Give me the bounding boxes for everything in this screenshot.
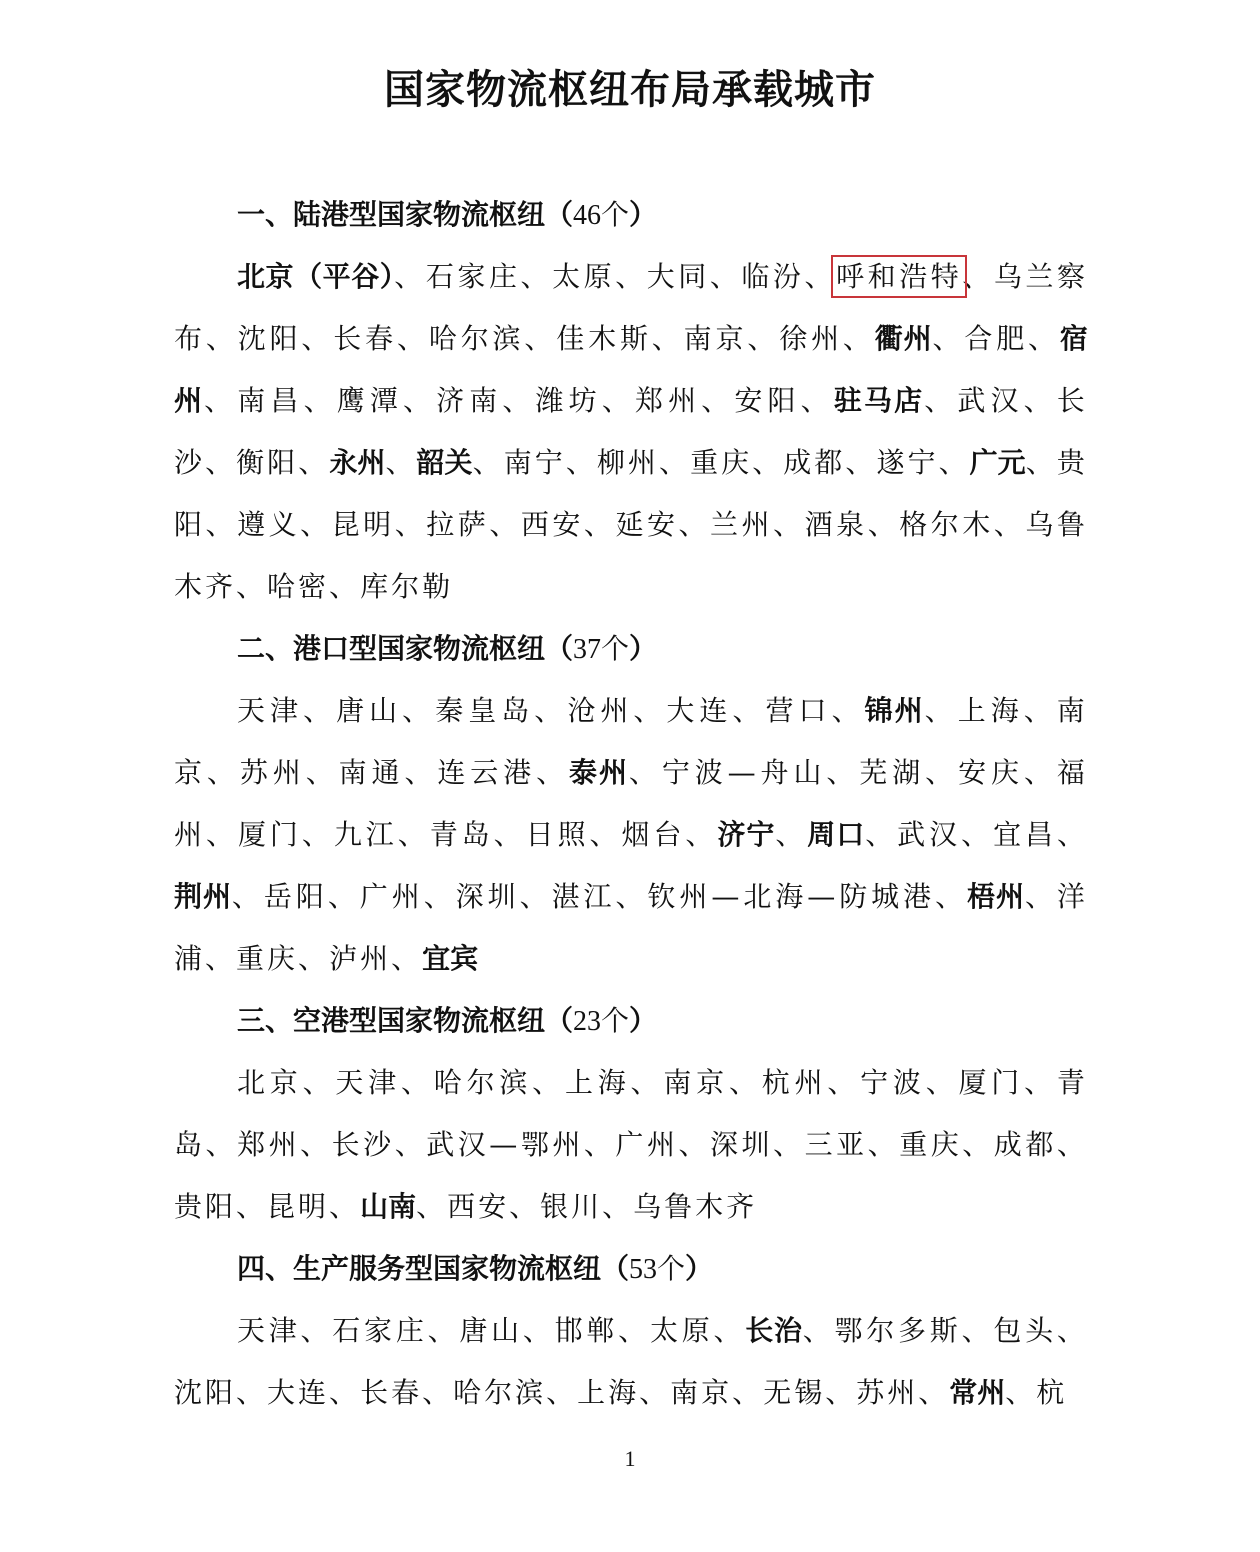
city-name: 潍坊 bbox=[535, 384, 602, 417]
city-name: 芜湖 bbox=[859, 756, 926, 789]
city-name: 长春 bbox=[333, 322, 397, 355]
section-heading-text: 三、空港型国家物流枢纽（ bbox=[237, 1004, 574, 1037]
city-name: 上海 bbox=[957, 694, 1024, 727]
city-name: 鹰潭 bbox=[336, 384, 403, 417]
list-separator: 、 bbox=[773, 508, 805, 541]
city-name: 贵阳 bbox=[174, 446, 1088, 541]
city-name: 天津 bbox=[237, 694, 304, 727]
city-name: 济宁 bbox=[717, 818, 776, 851]
city-name: 沈阳 bbox=[237, 322, 302, 355]
list-separator: 、 bbox=[396, 322, 429, 355]
list-separator: 、 bbox=[1023, 756, 1057, 789]
list-separator: 、 bbox=[303, 694, 337, 727]
city-name: 郑州 bbox=[237, 1128, 301, 1161]
city-name: 太原 bbox=[552, 260, 616, 293]
list-separator: 、 bbox=[1028, 322, 1060, 355]
list-separator: 、 bbox=[701, 384, 735, 417]
list-separator: 、 bbox=[602, 1190, 634, 1223]
city-name: 南宁 bbox=[503, 446, 566, 479]
list-separator: 、 bbox=[329, 1376, 361, 1409]
list-separator: 、 bbox=[231, 880, 264, 913]
list-separator: 、 bbox=[713, 1314, 746, 1347]
city-name: 南昌 bbox=[237, 384, 304, 417]
city-name: 包头 bbox=[993, 1314, 1057, 1347]
city-name: 鄂尔多斯 bbox=[834, 1314, 962, 1347]
city-name: 周口 bbox=[807, 818, 866, 851]
city-name: 驻马店 bbox=[833, 384, 925, 417]
city-name: 上海 bbox=[564, 1066, 631, 1099]
city-name: 格尔木 bbox=[899, 508, 994, 541]
section-heading bbox=[174, 1238, 1088, 1300]
city-name: 宜宾 bbox=[422, 942, 479, 975]
city-name: 唐山 bbox=[336, 694, 403, 727]
list-separator: 、 bbox=[728, 1066, 762, 1099]
city-name: 南通 bbox=[338, 756, 405, 789]
city-name: 秦皇岛 bbox=[435, 694, 535, 727]
city-name: 泰州 bbox=[569, 756, 629, 789]
city-name: 韶关 bbox=[416, 446, 473, 479]
city-name: 合肥 bbox=[964, 322, 1029, 355]
city-name: 沈阳 bbox=[174, 1376, 237, 1409]
section-heading-close: ） bbox=[685, 1252, 714, 1285]
section-heading-text: 一、陆港型国家物流枢纽（ bbox=[237, 198, 574, 231]
list-separator: 、 bbox=[1056, 1314, 1088, 1347]
city-list bbox=[174, 1300, 1088, 1424]
list-separator: 、 bbox=[400, 1066, 434, 1099]
city-name: 锦州 bbox=[864, 694, 925, 727]
city-name: 深圳 bbox=[455, 880, 520, 913]
list-separator: 、 bbox=[300, 1314, 333, 1347]
city-name: 南京 bbox=[683, 322, 748, 355]
document-body bbox=[174, 184, 1088, 1424]
list-separator: 、 bbox=[236, 1190, 268, 1223]
list-separator: 、 bbox=[918, 1376, 950, 1409]
list-separator: 、 bbox=[867, 1128, 900, 1161]
city-name: 厦门 bbox=[237, 818, 302, 851]
list-separator: 、 bbox=[509, 1190, 541, 1223]
city-name: 湛江 bbox=[551, 880, 616, 913]
section-heading-close: ） bbox=[629, 632, 658, 665]
list-separator: 、 bbox=[205, 508, 238, 541]
list-separator: 、 bbox=[1024, 1066, 1057, 1099]
city-name: 南京 bbox=[670, 1376, 733, 1409]
list-separator: 、 bbox=[993, 508, 1026, 541]
city-name: 重庆 bbox=[690, 446, 753, 479]
section-heading-close: ） bbox=[629, 198, 658, 231]
city-name: 银川 bbox=[540, 1190, 603, 1223]
list-separator: 、 bbox=[583, 508, 616, 541]
city-name: 永州 bbox=[329, 446, 386, 479]
list-separator: 、 bbox=[300, 1128, 332, 1161]
city-name: 北京（平谷） bbox=[237, 260, 395, 293]
list-separator: 、 bbox=[865, 818, 898, 851]
section-count: 37个 bbox=[573, 634, 630, 665]
city-name: 库尔勒 bbox=[360, 570, 454, 603]
city-name: 昆明 bbox=[331, 508, 395, 541]
city-name: 柳州 bbox=[596, 446, 659, 479]
city-name: 南京 bbox=[174, 694, 1088, 789]
list-separator: 、 bbox=[867, 508, 900, 541]
city-name: 重庆 bbox=[236, 942, 299, 975]
city-name: 石家庄 bbox=[425, 260, 521, 293]
list-separator: 、 bbox=[385, 446, 417, 479]
city-name: 钦州—北海—防城港 bbox=[647, 880, 936, 913]
city-name: 石家庄 bbox=[332, 1314, 428, 1347]
list-separator: 、 bbox=[615, 260, 647, 293]
list-separator: 、 bbox=[236, 1376, 268, 1409]
list-separator: 、 bbox=[1005, 1376, 1037, 1409]
list-separator: 、 bbox=[402, 694, 436, 727]
city-name: 武汉 bbox=[897, 818, 962, 851]
city-name: 长沙 bbox=[174, 384, 1088, 479]
list-separator: 、 bbox=[423, 880, 456, 913]
list-separator: 、 bbox=[394, 1128, 427, 1161]
list-separator: 、 bbox=[422, 1376, 454, 1409]
city-name: 西安 bbox=[520, 508, 584, 541]
section-heading-text: 二、港口型国家物流枢纽（ bbox=[237, 632, 574, 665]
city-name: 深圳 bbox=[710, 1128, 774, 1161]
city-name: 昆明 bbox=[267, 1190, 330, 1223]
city-name: 贵阳 bbox=[174, 1190, 237, 1223]
city-name: 长沙 bbox=[331, 1128, 395, 1161]
city-name: 苏州 bbox=[856, 1376, 919, 1409]
list-separator: 、 bbox=[773, 1128, 805, 1161]
list-separator: 、 bbox=[416, 1190, 448, 1223]
list-separator: 、 bbox=[301, 322, 334, 355]
city-name: 营口 bbox=[765, 694, 832, 727]
city-name-highlighted: 呼和浩特 bbox=[836, 260, 963, 293]
list-separator: 、 bbox=[502, 384, 536, 417]
list-separator: 、 bbox=[678, 1128, 711, 1161]
list-separator: 、 bbox=[825, 1376, 857, 1409]
city-name: 拉萨 bbox=[426, 508, 490, 541]
city-name: 南京 bbox=[663, 1066, 729, 1099]
city-name: 成都 bbox=[783, 446, 846, 479]
hub-section bbox=[174, 1238, 1088, 1424]
city-name: 广州 bbox=[615, 1128, 679, 1161]
section-heading bbox=[174, 618, 1088, 680]
list-separator: 、 bbox=[402, 384, 437, 417]
city-name: 厦门 bbox=[958, 1066, 1025, 1099]
city-name: 大连 bbox=[666, 694, 733, 727]
city-name: 西安 bbox=[447, 1190, 510, 1223]
city-name: 邯郸 bbox=[554, 1314, 619, 1347]
list-separator: 、 bbox=[827, 1066, 861, 1099]
list-separator: 、 bbox=[329, 1190, 361, 1223]
list-separator: 、 bbox=[583, 1128, 616, 1161]
city-name: 佳木斯 bbox=[556, 322, 652, 355]
list-separator: 、 bbox=[1024, 880, 1057, 913]
list-separator: 、 bbox=[842, 322, 875, 355]
city-name: 长治 bbox=[745, 1314, 803, 1347]
city-list bbox=[174, 246, 1088, 618]
city-name: 荆州 bbox=[174, 880, 232, 913]
city-name: 青岛 bbox=[174, 1066, 1088, 1161]
city-name: 哈尔滨 bbox=[433, 1066, 533, 1099]
list-separator: 、 bbox=[1056, 818, 1088, 851]
list-separator: 、 bbox=[394, 260, 426, 293]
city-name: 安阳 bbox=[734, 384, 801, 417]
section-count: 23个 bbox=[573, 1006, 630, 1037]
section-count: 53个 bbox=[629, 1254, 686, 1285]
city-name: 衢州 bbox=[874, 322, 933, 355]
city-name: 天津 bbox=[335, 1066, 401, 1099]
city-list bbox=[174, 1052, 1088, 1238]
list-separator: 、 bbox=[845, 446, 877, 479]
list-separator: 、 bbox=[303, 384, 337, 417]
city-name: 青岛 bbox=[429, 818, 494, 851]
list-separator: 、 bbox=[205, 446, 237, 479]
page-title: 国家物流枢纽布局承载城市 bbox=[384, 66, 876, 113]
city-name: 北京 bbox=[237, 1066, 303, 1099]
city-name: 重庆 bbox=[899, 1128, 963, 1161]
list-separator: 、 bbox=[732, 1376, 764, 1409]
city-name: 沧州 bbox=[567, 694, 634, 727]
hub-section bbox=[174, 184, 1088, 618]
list-separator: 、 bbox=[659, 446, 691, 479]
city-name: 延安 bbox=[615, 508, 679, 541]
city-name: 衡阳 bbox=[236, 446, 299, 479]
city-name: 酒泉 bbox=[804, 508, 868, 541]
list-separator: 、 bbox=[329, 570, 361, 603]
hub-section bbox=[174, 618, 1088, 990]
list-separator: 、 bbox=[493, 818, 526, 851]
city-name: 上海 bbox=[577, 1376, 640, 1409]
list-separator: 、 bbox=[1056, 1128, 1088, 1161]
city-name: 郑州 bbox=[634, 384, 702, 417]
city-name: 九江 bbox=[333, 818, 398, 851]
city-name: 常州 bbox=[949, 1376, 1006, 1409]
city-name: 哈尔滨 bbox=[453, 1376, 547, 1409]
city-name: 山南 bbox=[360, 1190, 417, 1223]
list-separator: 、 bbox=[804, 260, 837, 293]
list-separator: 、 bbox=[236, 570, 268, 603]
list-separator: 、 bbox=[397, 818, 430, 851]
city-name: 哈尔滨 bbox=[428, 322, 525, 355]
city-name: 太原 bbox=[649, 1314, 714, 1347]
list-separator: 、 bbox=[924, 694, 958, 727]
list-separator: 、 bbox=[489, 508, 521, 541]
city-name: 唐山 bbox=[459, 1314, 523, 1347]
section-heading-text: 四、生产服务型国家物流枢纽（ bbox=[237, 1252, 630, 1285]
city-name: 梧州 bbox=[967, 880, 1025, 913]
list-separator: 、 bbox=[935, 880, 968, 913]
city-name: 天津 bbox=[237, 1314, 301, 1347]
city-name: 乌兰察布 bbox=[174, 260, 1088, 355]
city-name: 大连 bbox=[267, 1376, 330, 1409]
list-separator: 、 bbox=[962, 260, 994, 293]
list-separator: 、 bbox=[1025, 446, 1057, 479]
city-name: 乌鲁木齐 bbox=[633, 1190, 758, 1223]
list-separator: 、 bbox=[618, 1314, 650, 1347]
city-name: 哈密 bbox=[267, 570, 330, 603]
list-separator: 、 bbox=[1023, 694, 1057, 727]
city-name: 三亚 bbox=[804, 1128, 868, 1161]
section-heading-close: ） bbox=[629, 1004, 658, 1037]
list-separator: 、 bbox=[305, 756, 339, 789]
city-name: 宜昌 bbox=[993, 818, 1057, 851]
list-separator: 、 bbox=[678, 508, 711, 541]
list-separator: 、 bbox=[961, 818, 994, 851]
list-separator: 、 bbox=[519, 880, 552, 913]
city-name: 宿州 bbox=[174, 322, 1088, 417]
city-name: 兰州 bbox=[710, 508, 774, 541]
list-separator: 、 bbox=[633, 694, 667, 727]
city-name: 遵义 bbox=[237, 508, 301, 541]
list-separator: 、 bbox=[205, 1128, 238, 1161]
list-separator: 、 bbox=[391, 942, 423, 975]
list-separator: 、 bbox=[300, 508, 332, 541]
city-name: 宁波 bbox=[860, 1066, 926, 1099]
list-separator: 、 bbox=[747, 322, 780, 355]
city-name: 烟台 bbox=[621, 818, 686, 851]
list-separator: 、 bbox=[404, 756, 438, 789]
list-separator: 、 bbox=[752, 446, 784, 479]
list-separator: 、 bbox=[546, 1376, 578, 1409]
list-separator: 、 bbox=[301, 818, 334, 851]
list-separator: 、 bbox=[924, 384, 958, 417]
list-separator: 、 bbox=[1023, 384, 1057, 417]
list-separator: 、 bbox=[628, 756, 662, 789]
list-separator: 、 bbox=[932, 322, 965, 355]
list-separator: 、 bbox=[472, 446, 504, 479]
list-separator: 、 bbox=[522, 1314, 555, 1347]
list-separator: 、 bbox=[775, 818, 808, 851]
city-name: 遂宁 bbox=[876, 446, 939, 479]
city-name: 武汉—鄂州 bbox=[426, 1128, 584, 1161]
city-name: 宁波—舟山 bbox=[661, 756, 827, 789]
city-name: 临汾 bbox=[741, 260, 805, 293]
city-name: 安庆 bbox=[958, 756, 1024, 789]
list-separator: 、 bbox=[831, 694, 865, 727]
city-name: 洋浦 bbox=[174, 880, 1088, 975]
list-separator: 、 bbox=[394, 508, 427, 541]
list-separator: 、 bbox=[534, 694, 568, 727]
list-separator: 、 bbox=[298, 446, 330, 479]
list-separator: 、 bbox=[205, 818, 238, 851]
list-separator: 、 bbox=[532, 1066, 565, 1099]
city-name: 武汉 bbox=[957, 384, 1024, 417]
list-separator: 、 bbox=[302, 1066, 336, 1099]
list-separator: 、 bbox=[589, 818, 622, 851]
list-separator: 、 bbox=[601, 384, 635, 417]
list-separator: 、 bbox=[925, 756, 959, 789]
list-separator: 、 bbox=[524, 322, 557, 355]
section-heading bbox=[174, 184, 1088, 246]
city-name: 无锡 bbox=[763, 1376, 826, 1409]
city-list bbox=[174, 680, 1088, 990]
city-name: 日照 bbox=[525, 818, 590, 851]
list-separator: 、 bbox=[615, 880, 648, 913]
section-heading bbox=[174, 990, 1088, 1052]
city-name: 福州 bbox=[174, 756, 1088, 851]
city-name: 成都 bbox=[993, 1128, 1057, 1161]
list-separator: 、 bbox=[685, 818, 718, 851]
hub-section bbox=[174, 990, 1088, 1238]
city-name: 徐州 bbox=[779, 322, 843, 355]
city-name: 苏州 bbox=[239, 756, 306, 789]
list-separator: 、 bbox=[327, 880, 360, 913]
city-name: 泸州 bbox=[329, 942, 392, 975]
city-name: 连云港 bbox=[437, 756, 537, 789]
page-number: 1 bbox=[624, 1446, 636, 1471]
list-separator: 、 bbox=[630, 1066, 664, 1099]
list-separator: 、 bbox=[938, 446, 970, 479]
city-name: 乌鲁木齐 bbox=[174, 508, 1088, 603]
list-separator: 、 bbox=[205, 942, 237, 975]
list-separator: 、 bbox=[732, 694, 766, 727]
list-separator: 、 bbox=[205, 322, 238, 355]
city-name: 长春 bbox=[360, 1376, 423, 1409]
list-separator: 、 bbox=[427, 1314, 460, 1347]
list-separator: 、 bbox=[962, 1128, 994, 1161]
list-separator: 、 bbox=[651, 322, 684, 355]
list-separator: 、 bbox=[800, 384, 834, 417]
list-separator: 、 bbox=[298, 942, 330, 975]
list-separator: 、 bbox=[204, 384, 238, 417]
city-name: 杭州 bbox=[761, 1066, 828, 1099]
list-separator: 、 bbox=[520, 260, 553, 293]
list-separator: 、 bbox=[826, 756, 860, 789]
city-name: 杭 bbox=[1036, 1376, 1068, 1409]
city-name: 大同 bbox=[646, 260, 710, 293]
city-name: 广元 bbox=[969, 446, 1026, 479]
list-separator: 、 bbox=[206, 756, 240, 789]
city-name: 岳阳 bbox=[263, 880, 328, 913]
city-name: 广州 bbox=[359, 880, 424, 913]
list-separator: 、 bbox=[639, 1376, 671, 1409]
list-separator: 、 bbox=[802, 1314, 835, 1347]
section-count: 46个 bbox=[573, 200, 630, 231]
list-separator: 、 bbox=[536, 756, 570, 789]
city-name: 济南 bbox=[436, 384, 503, 417]
list-separator: 、 bbox=[925, 1066, 959, 1099]
list-separator: 、 bbox=[961, 1314, 994, 1347]
list-separator: 、 bbox=[565, 446, 597, 479]
list-separator: 、 bbox=[709, 260, 742, 293]
